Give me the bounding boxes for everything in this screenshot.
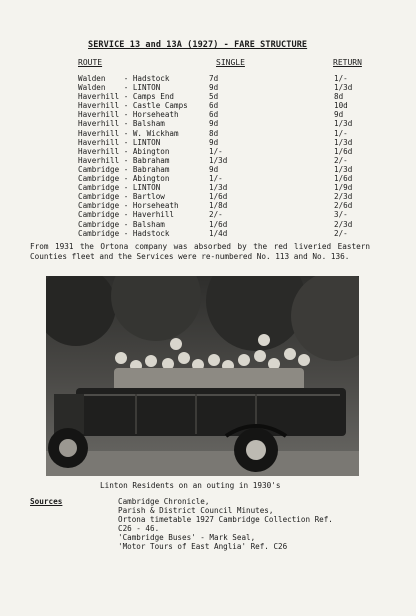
fare-return: 1/- xyxy=(334,128,348,138)
fare-route-to: - LINTON xyxy=(123,137,161,147)
fare-route-from: Cambridge xyxy=(78,183,124,193)
fare-row xyxy=(78,192,378,201)
fare-single: 5d xyxy=(209,92,219,102)
fare-single: 1/8d xyxy=(209,201,228,211)
fare-return: 1/- xyxy=(334,74,348,83)
fare-route xyxy=(78,229,169,238)
fare-route-to: - LINTON xyxy=(123,83,161,93)
fare-route-from: Cambridge xyxy=(78,164,124,174)
fare-return: 8d xyxy=(334,92,344,102)
fare-return: 2/- xyxy=(334,228,348,238)
fare-row xyxy=(78,129,378,138)
source-line: 'Motor Tours of East Anglia' Ref. C26 xyxy=(118,542,288,552)
fare-return: 1/3d xyxy=(334,164,353,174)
fare-route-to: - Babraham xyxy=(123,164,170,174)
fare-return: 2/- xyxy=(334,155,348,165)
fare-single: 1/3d xyxy=(209,155,228,165)
fare-route xyxy=(78,156,169,165)
fare-row xyxy=(78,229,378,238)
fare-route-to: - LINTON xyxy=(123,183,161,193)
fare-route-to: - Abington xyxy=(123,174,170,184)
fare-route-from: Haverhill xyxy=(78,128,124,138)
fare-route-from: Haverhill xyxy=(78,92,124,102)
source-line: Ortona timetable 1927 Cambridge Collection Ref. xyxy=(118,515,333,525)
fare-return: 10d xyxy=(334,101,348,111)
fare-single: 1/6d xyxy=(209,192,228,202)
fare-return: 1/6d xyxy=(334,174,353,184)
fare-route-from: Cambridge xyxy=(78,201,124,211)
charabanc-photo-image xyxy=(46,276,359,476)
fare-return: 2/3d xyxy=(334,192,353,202)
fare-route xyxy=(78,201,179,210)
fare-row xyxy=(78,156,378,165)
fare-return: 2/6d xyxy=(334,201,353,211)
fare-return: 1/3d xyxy=(334,119,353,129)
fare-route xyxy=(78,183,160,192)
fare-route-from: Haverhill xyxy=(78,146,124,156)
fare-route-to: - Abington xyxy=(123,146,170,156)
fare-single: 9d xyxy=(209,137,219,147)
fare-row xyxy=(78,220,378,229)
column-header-single: SINGLE xyxy=(216,58,245,67)
fare-route xyxy=(78,110,179,119)
fare-route-from: Cambridge xyxy=(78,192,124,202)
fare-row xyxy=(78,74,378,83)
fare-return: 1/6d xyxy=(334,146,353,156)
fare-single: 9d xyxy=(209,164,219,174)
source-line: C26 - 46. xyxy=(118,524,160,534)
fare-route-to: - W. Wickham xyxy=(123,128,179,138)
fare-route xyxy=(78,129,179,138)
fare-route-to: - Haverhill xyxy=(123,210,175,220)
fare-row xyxy=(78,119,378,128)
fare-route xyxy=(78,174,169,183)
fare-route-to: - Balsham xyxy=(123,219,165,229)
fare-return: 2/3d xyxy=(334,219,353,229)
fare-single: 9d xyxy=(209,119,219,129)
fare-route-from: Haverhill xyxy=(78,110,124,120)
fare-route-to: - Horseheath xyxy=(123,201,179,211)
fare-single: 1/6d xyxy=(209,219,228,229)
fare-single: 1/4d xyxy=(209,228,228,238)
fare-row xyxy=(78,174,378,183)
fare-return: 1/9d xyxy=(334,183,353,193)
fare-row xyxy=(78,201,378,210)
fare-route-from: Cambridge xyxy=(78,228,124,238)
fare-route-to: - Horseheath xyxy=(123,110,179,120)
fare-single: 6d xyxy=(209,110,219,120)
photo-caption: Linton Residents on an outing in 1930's xyxy=(100,481,281,490)
fare-route-from: Cambridge xyxy=(78,174,124,184)
source-line: Parish & District Council Minutes, xyxy=(118,506,274,516)
fare-single: 1/3d xyxy=(209,183,228,193)
fare-route xyxy=(78,192,165,201)
fare-single: 2/- xyxy=(209,210,223,220)
fare-route xyxy=(78,92,174,101)
history-paragraph xyxy=(30,242,370,262)
fare-row xyxy=(78,183,378,192)
fare-return: 9d xyxy=(334,110,344,120)
fare-table xyxy=(78,74,378,238)
fare-row xyxy=(78,101,378,110)
fare-route xyxy=(78,119,165,128)
fare-single: 9d xyxy=(209,83,219,93)
sources-label: Sources xyxy=(30,497,63,506)
fare-route xyxy=(78,220,165,229)
column-header-route: ROUTE xyxy=(78,58,103,67)
fare-route-from: Cambridge xyxy=(78,219,124,229)
fare-row xyxy=(78,210,378,219)
fare-route-to: - Babraham xyxy=(123,155,170,165)
fare-route-to: - Hadstock xyxy=(123,228,170,238)
fare-route xyxy=(78,147,169,156)
source-line: Cambridge Chronicle, xyxy=(118,497,210,506)
fare-row xyxy=(78,165,378,174)
fare-route-from: Haverhill xyxy=(78,137,124,147)
fare-route-to: - Balsham xyxy=(123,119,165,129)
fare-route xyxy=(78,101,188,110)
fare-route-to: - Bartlow xyxy=(123,192,165,202)
fare-row xyxy=(78,92,378,101)
fare-route-from: Haverhill xyxy=(78,155,124,165)
fare-route xyxy=(78,210,174,219)
fare-route-from: Walden xyxy=(78,74,124,83)
fare-route xyxy=(78,83,160,92)
fare-single: 8d xyxy=(209,128,219,138)
fare-route-from: Haverhill xyxy=(78,119,124,129)
fare-route xyxy=(78,74,169,83)
page-title: SERVICE 13 and 13A (1927) - FARE STRUCTURE xyxy=(88,40,308,50)
column-header-return: RETURN xyxy=(333,58,362,67)
fare-row xyxy=(78,83,378,92)
fare-route-from: Haverhill xyxy=(78,101,124,111)
fare-row xyxy=(78,110,378,119)
fare-route xyxy=(78,138,160,147)
fare-route-from: Cambridge xyxy=(78,210,124,220)
fare-route-to: - Castle Camps xyxy=(123,101,188,111)
fare-route-to: - Camps End xyxy=(123,92,175,102)
sources-list xyxy=(118,497,388,552)
fare-route-from: Walden xyxy=(78,83,124,93)
fare-row xyxy=(78,138,378,147)
source-line: 'Cambridge Buses' - Mark Seal, xyxy=(118,533,256,543)
fare-single: 1/- xyxy=(209,174,223,184)
fare-route xyxy=(78,165,169,174)
paragraph-text: From 1931 the Ortona company was absorbed by the red liveried Eastern Counties fleet and the Services were re-numbered No. 113 and No. 136. xyxy=(30,242,370,261)
fare-single: 6d xyxy=(209,101,219,111)
fare-single: 1/- xyxy=(209,146,223,156)
fare-return: 1/3d xyxy=(334,83,353,93)
outing-photograph xyxy=(46,276,359,476)
fare-single: 7d xyxy=(209,74,219,83)
fare-row xyxy=(78,147,378,156)
fare-route-to: - Hadstock xyxy=(123,74,170,83)
fare-return: 3/- xyxy=(334,210,348,220)
fare-return: 1/3d xyxy=(334,137,353,147)
